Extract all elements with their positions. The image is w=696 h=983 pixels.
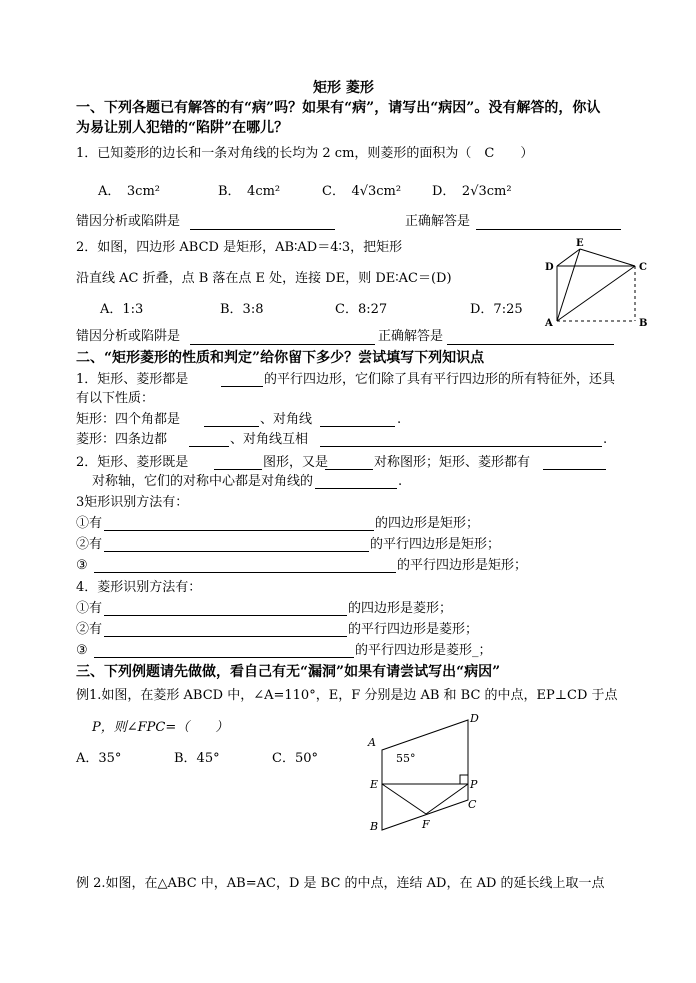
ex1-fig-line-ef — [382, 784, 426, 814]
q2-fig-label-d: D — [545, 262, 554, 273]
s2-rect-angle-label: 矩形：四个角都是 — [76, 412, 181, 427]
s2-blank-center[interactable] — [315, 488, 397, 489]
q1-option-c: C． 4√3cm² — [322, 184, 402, 199]
ex1-fig-angle-label: 55° — [396, 752, 416, 765]
s2-rect-m3-end: 的平行四边形是矩形； — [397, 558, 528, 573]
ex1-fig-right-angle — [460, 775, 468, 784]
q2-answer-label: 正确解答是 — [378, 329, 444, 344]
s2-rhom-methods-title: 4．菱形识别方法有： — [76, 580, 202, 595]
page-title: 矩形 菱形 — [313, 80, 374, 96]
s2-line2-start: 2．矩形、菱形既是 — [76, 455, 189, 470]
ex1-option-c: C．50° — [272, 751, 318, 766]
s2-rect-methods-title: 3矩形识别方法有： — [76, 495, 189, 510]
section3-heading: 三、下列例题请先做做，看自己有无“漏洞”如果有请尝试写出“病因” — [76, 664, 501, 680]
s2-rect-m2-label: ②有 — [76, 537, 103, 552]
ex2-line1: 例 2.如图，在△ABC 中，AB=AC，D 是 BC 的中点，连结 AD，在 AD 的延长线上取一点 — [76, 876, 605, 891]
s2-blank-symmetry-type[interactable] — [325, 469, 373, 470]
q2-option-d: D．7:25 — [470, 302, 523, 317]
s2-rect-period: . — [397, 412, 402, 427]
q2-option-c: C．8:27 — [335, 302, 388, 317]
s2-line1-start: 1．矩形、菱形都是 — [76, 372, 189, 387]
q1-answer-label: 正确解答是 — [405, 214, 471, 229]
s2-rect-m1-end: 的四边形是矩形； — [375, 516, 480, 531]
s2-rhom-diag-label: 、对角线互相 — [230, 432, 309, 447]
s2-rhom-side-blank[interactable] — [189, 446, 229, 447]
q2-option-b: B．3:8 — [220, 302, 264, 317]
s2-rhom-m2-label: ②有 — [76, 622, 103, 637]
s2-line1-cont: 有以下性质： — [76, 391, 155, 406]
s2-rect-m1-blank[interactable] — [104, 530, 374, 531]
s2-rect-m3-label: ③ — [76, 558, 88, 573]
ex1-fig-label-e: E — [370, 778, 379, 791]
q1-option-a: A． 3cm² — [98, 184, 160, 199]
ex1-figure — [360, 708, 490, 838]
q2-fig-label-b: B — [639, 318, 648, 329]
ex1-fig-label-d: D — [470, 712, 479, 725]
s2-line1-end: 的平行四边形，它们除了具有平行四边形的所有特征外，还具 — [264, 372, 616, 387]
ex1-fig-label-c: C — [468, 798, 477, 811]
q1-option-d: D． 2√3cm² — [432, 184, 512, 199]
s2-rhom-diag-blank[interactable] — [320, 446, 602, 447]
q2-figure — [540, 236, 660, 332]
q1-error-blank[interactable] — [190, 229, 335, 230]
ex1-fig-label-a: A — [368, 736, 376, 749]
q2-fig-line-de — [557, 249, 580, 266]
q2-answer-blank[interactable] — [447, 344, 614, 345]
s2-blank-axis-count[interactable] — [543, 469, 606, 470]
q1-option-b: B． 4cm² — [218, 184, 281, 199]
ex1-fig-label-b: B — [370, 820, 379, 833]
s2-rect-angle-blank[interactable] — [204, 426, 259, 427]
q2-fig-diagonal-ac — [557, 266, 635, 321]
section1-heading-line1: 一、下列各题已有解答的有“病”吗？如果有“病”，请写出“病因”。没有解答的，你认 — [76, 100, 601, 116]
s2-rect-m2-end: 的平行四边形是矩形； — [370, 537, 501, 552]
ex1-option-a: A．35° — [76, 751, 122, 766]
q2-fig-label-c: C — [639, 262, 647, 273]
s2-rhom-m1-label: ①有 — [76, 601, 103, 616]
ex1-line1: 例1.如图，在菱形 ABCD 中，∠A=110°，E，F 分别是边 AB 和 BC 的中点，EP⊥CD 于点 — [76, 688, 618, 703]
q2-error-label: 错因分析或陷阱是 — [76, 329, 181, 344]
q1-text: 1．已知菱形的边长和一条对角线的长均为 2 cm，则菱形的面积为（ C ） — [76, 146, 534, 161]
section1-heading-line2: 为易让别人犯错的“陷阱”在哪儿？ — [76, 120, 289, 136]
ex1-fig-label-p: P — [470, 778, 478, 791]
q2-line2: 沿直线 AC 折叠，点 B 落在点 E 处，连接 DE，则 DE∶AC＝(D) — [76, 271, 452, 286]
s2-rect-diag-label: 、对角线 — [260, 412, 313, 427]
s2-rhom-m3-blank[interactable] — [94, 657, 354, 658]
s2-line2-end: 对称图形；矩形、菱形都有 — [374, 455, 531, 470]
s2-rhom-m2-blank[interactable] — [104, 636, 347, 637]
s2-rhom-m1-blank[interactable] — [104, 615, 347, 616]
s2-rect-diag-blank[interactable] — [320, 426, 395, 427]
s2-rect-m1-label: ①有 — [76, 516, 103, 531]
ex1-option-b: B．45° — [174, 751, 220, 766]
q1-error-label: 错因分析或陷阱是 — [76, 214, 181, 229]
s2-rect-m2-blank[interactable] — [104, 551, 369, 552]
s2-rhom-m1-end: 的四边形是菱形； — [348, 601, 453, 616]
s2-rhom-m3-end: 的平行四边形是菱形_； — [355, 643, 492, 658]
ex1-line2: P，则∠FPC=（ ） — [92, 720, 229, 735]
s2-blank-common[interactable] — [221, 386, 263, 387]
s2-blank-figure-type[interactable] — [214, 469, 262, 470]
q2-fig-line-ec — [580, 249, 635, 266]
q2-fig-label-e: E — [576, 238, 584, 249]
s2-rhom-m2-end: 的平行四边形是菱形； — [348, 622, 479, 637]
s2-rhom-period: . — [603, 432, 608, 447]
s2-rhom-side-label: 菱形：四条边都 — [76, 432, 168, 447]
s2-line2-cont: 对称轴，它们的对称中心都是对角线的 — [92, 474, 314, 489]
ex1-fig-label-f: F — [422, 818, 430, 831]
s2-rhom-m3-label: ③ — [76, 643, 88, 658]
q2-line1: 2．如图，四边形 ABCD 是矩形，AB∶AD＝4∶3，把矩形 — [76, 240, 403, 255]
s2-rect-m3-blank[interactable] — [94, 572, 396, 573]
q1-answer-blank[interactable] — [476, 229, 621, 230]
q2-fig-label-a: A — [545, 318, 553, 329]
q2-fig-line-ae — [557, 249, 580, 321]
section2-heading: 二、“矩形菱形的性质和判定”给你留下多少？尝试填写下列知识点 — [76, 350, 485, 366]
s2-line2-period: . — [398, 474, 403, 489]
q2-option-a: A．1:3 — [100, 302, 144, 317]
q2-error-blank[interactable] — [190, 344, 375, 345]
s2-line2-mid: 图形，又是 — [263, 455, 329, 470]
ex1-fig-line-fp — [426, 784, 468, 814]
